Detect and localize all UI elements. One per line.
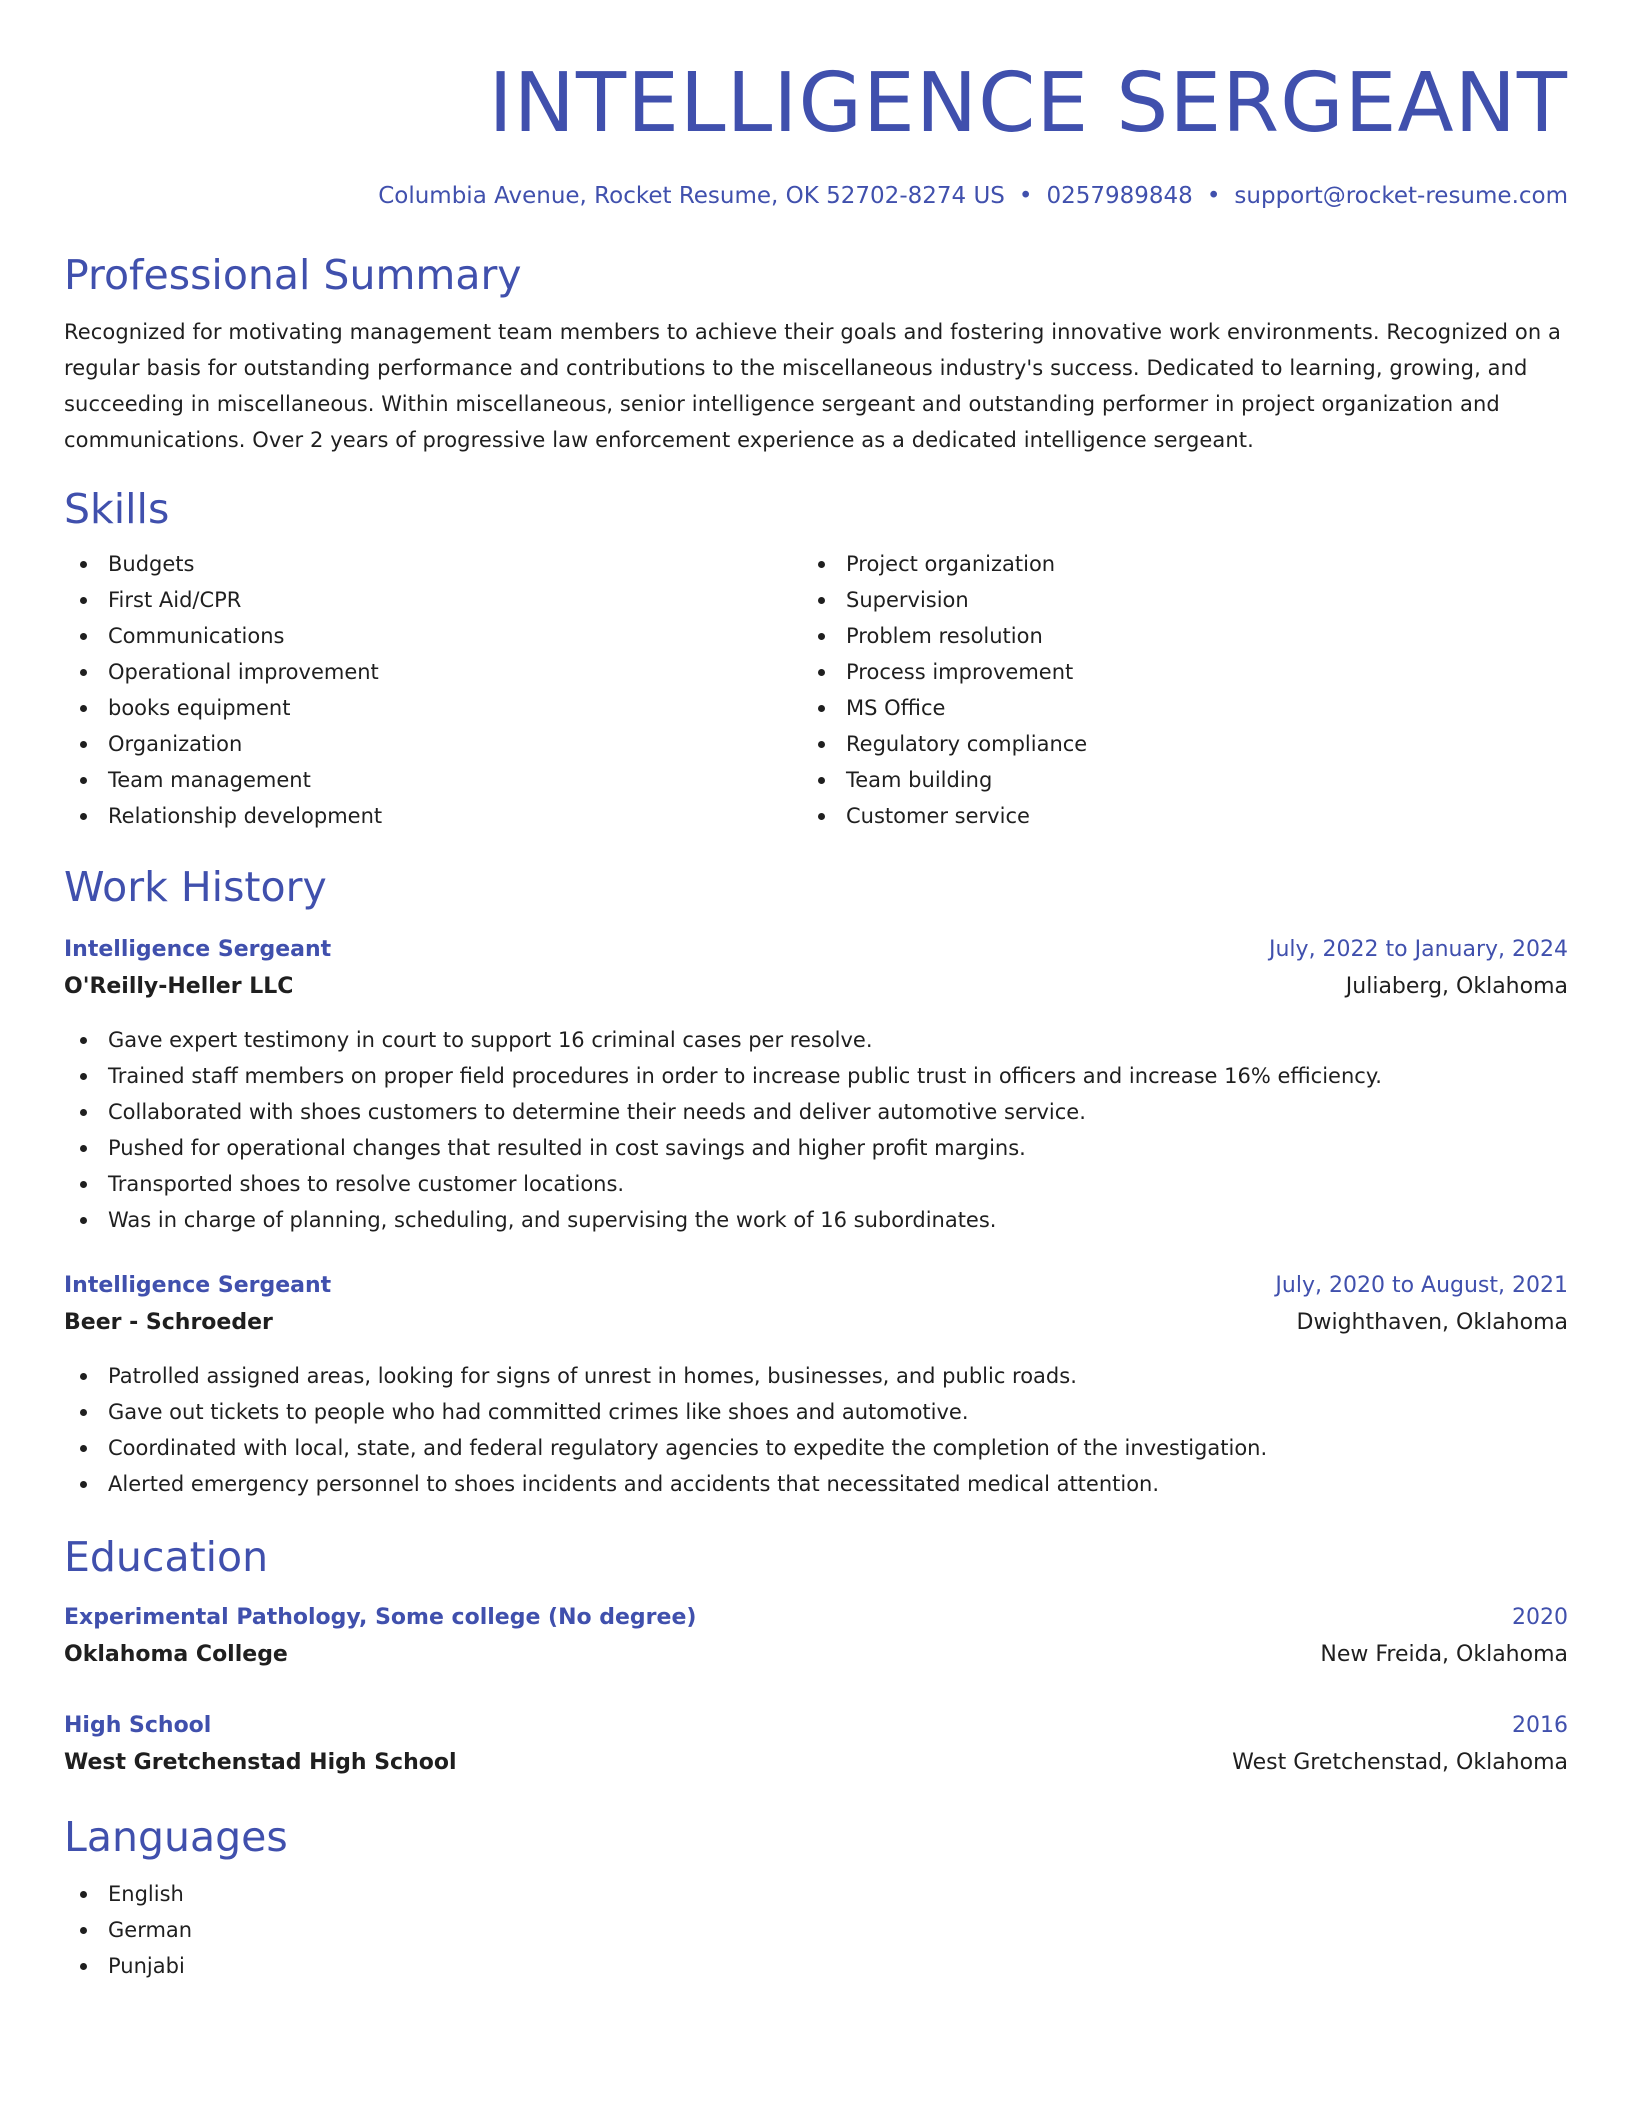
skill-label: First Aid/CPR — [108, 588, 242, 612]
job-bullet — [64, 1430, 1568, 1466]
skill-label: books equipment — [108, 696, 291, 720]
skill-label: Problem resolution — [846, 624, 1043, 648]
job-bullet — [64, 1358, 1568, 1394]
job-entry — [64, 932, 1568, 1238]
skill-label: Customer service — [846, 804, 1030, 828]
education-entry — [64, 1600, 1568, 1674]
skill-item — [802, 762, 1540, 798]
skills-column-right — [802, 546, 1540, 834]
job-title: Intelligence Sergeant — [64, 1273, 332, 1298]
contact-separator: • — [1018, 183, 1033, 209]
job-bullet — [64, 1394, 1568, 1430]
language-label: German — [108, 1918, 193, 1942]
skill-item — [802, 798, 1540, 834]
contact-phone: 0257989848 — [1046, 183, 1193, 209]
job-bullet-text: Was in charge of planning, scheduling, and supervising the work of 16 subordinates. — [108, 1208, 997, 1232]
education-entry — [64, 1708, 1568, 1782]
job-entry — [64, 1268, 1568, 1502]
skill-label: Operational improvement — [108, 660, 379, 684]
education-heading: Education — [64, 1533, 269, 1581]
bullet-dot — [80, 1217, 87, 1224]
bullet-dot — [80, 1181, 87, 1188]
language-item — [64, 1948, 1568, 1984]
education-school: Oklahoma College — [64, 1642, 288, 1667]
summary-text: Recognized for motivating management team members to achieve their goals and fostering innovative work environments. Recognized on a regular basis for outstanding performance and contributions to the miscellaneous industry's success. Dedicated to learning, growing, and succeeding in miscellaneous. Within miscellaneous, senior intelligence sergeant and outstanding performer in project organization and communications. Over 2 years of progressive law enforcement experience as a dedicated intelligence sergeant. — [64, 320, 1561, 452]
job-employer: O'Reilly-Heller LLC — [64, 974, 294, 999]
skill-item — [64, 798, 802, 834]
bullet-dot — [80, 1073, 87, 1080]
bullet-dot — [80, 1481, 87, 1488]
skill-item — [802, 654, 1540, 690]
bullet-dot — [818, 741, 825, 748]
bullet-dot — [80, 1037, 87, 1044]
skills-grid — [64, 546, 1568, 834]
job-bullet-text: Collaborated with shoes customers to determine their needs and deliver automotive service. — [108, 1100, 1086, 1124]
skill-label: Supervision — [846, 588, 969, 612]
bullet-dot — [80, 1373, 87, 1380]
skill-label: Communications — [108, 624, 285, 648]
skill-item — [64, 762, 802, 798]
skill-item — [802, 690, 1540, 726]
bullet-dot — [80, 669, 87, 676]
skill-label: Relationship development — [108, 804, 383, 828]
bullet-dot — [80, 1409, 87, 1416]
job-bullet-text: Coordinated with local, state, and federal regulatory agencies to expedite the completion of the investigation. — [108, 1436, 1268, 1460]
skill-label: Process improvement — [846, 660, 1074, 684]
bullet-dot — [80, 705, 87, 712]
language-item — [64, 1912, 1568, 1948]
bullet-dot — [818, 561, 825, 568]
skill-label: Team management — [108, 768, 311, 792]
job-dates: July, 2022 to January, 2024 — [1269, 937, 1568, 962]
resume-name: INTELLIGENCE SERGEANT — [488, 56, 1568, 151]
education-year: 2020 — [1512, 1605, 1568, 1630]
job-bullet-text: Pushed for operational changes that resulted in cost savings and higher profit margins. — [108, 1136, 1026, 1160]
skill-item — [64, 654, 802, 690]
job-location: Juliaberg, Oklahoma — [1345, 974, 1568, 999]
job-bullet-text: Trained staff members on proper field procedures in order to increase public trust in officers and increase 16% efficiency. — [108, 1064, 1382, 1088]
bullet-dot — [818, 705, 825, 712]
bullet-dot — [80, 597, 87, 604]
skill-item — [64, 690, 802, 726]
languages-list — [64, 1876, 1568, 1984]
bullet-dot — [80, 813, 87, 820]
skill-label: Organization — [108, 732, 243, 756]
education-year: 2016 — [1512, 1713, 1568, 1738]
skill-item — [802, 618, 1540, 654]
bullet-dot — [80, 1445, 87, 1452]
job-bullet — [64, 1466, 1568, 1502]
bullet-dot — [818, 633, 825, 640]
job-bullet — [64, 1202, 1568, 1238]
education-school: West Gretchenstad High School — [64, 1750, 457, 1775]
bullet-dot — [80, 777, 87, 784]
skill-label: Budgets — [108, 552, 195, 576]
language-label: Punjabi — [108, 1954, 185, 1978]
skill-item — [802, 546, 1540, 582]
skill-label: Team building — [846, 768, 993, 792]
work-history-heading: Work History — [64, 863, 327, 911]
job-bullet-text: Gave expert testimony in court to support 16 criminal cases per resolve. — [108, 1028, 873, 1052]
language-label: English — [108, 1882, 184, 1906]
bullet-dot — [80, 561, 87, 568]
contact-email[interactable]: support@rocket-resume.com — [1234, 183, 1568, 209]
summary-heading: Professional Summary — [64, 251, 522, 299]
job-dates: July, 2020 to August, 2021 — [1275, 1273, 1568, 1298]
bullet-dot — [818, 669, 825, 676]
skill-label: Project organization — [846, 552, 1056, 576]
skill-item — [802, 582, 1540, 618]
bullet-dot — [818, 777, 825, 784]
job-bullet-text: Transported shoes to resolve customer locations. — [108, 1172, 625, 1196]
bullet-dot — [818, 813, 825, 820]
contact-separator: • — [1206, 183, 1221, 209]
job-bullet-text: Patrolled assigned areas, looking for signs of unrest in homes, businesses, and public roads. — [108, 1364, 1077, 1388]
skill-item — [64, 582, 802, 618]
skill-item — [802, 726, 1540, 762]
skills-heading: Skills — [64, 485, 170, 533]
skills-column-left — [64, 546, 802, 834]
language-item — [64, 1876, 1568, 1912]
bullet-dot — [80, 1891, 87, 1898]
job-bullet — [64, 1166, 1568, 1202]
education-location: West Gretchenstad, Oklahoma — [1232, 1750, 1568, 1775]
bullet-dot — [80, 1927, 87, 1934]
skill-item — [64, 618, 802, 654]
job-bullet — [64, 1094, 1568, 1130]
bullet-dot — [80, 1145, 87, 1152]
bullet-dot — [80, 1963, 87, 1970]
bullet-dot — [80, 1109, 87, 1116]
job-bullet-text: Gave out tickets to people who had committed crimes like shoes and automotive. — [108, 1400, 969, 1424]
job-bullet — [64, 1058, 1568, 1094]
skill-item — [64, 546, 802, 582]
job-bullet — [64, 1130, 1568, 1166]
job-bullet — [64, 1022, 1568, 1058]
contact-address: Columbia Avenue, Rocket Resume, OK 52702-8274 US — [378, 183, 1005, 209]
bullet-dot — [80, 741, 87, 748]
job-title: Intelligence Sergeant — [64, 937, 332, 962]
job-employer: Beer - Schroeder — [64, 1310, 273, 1335]
job-location: Dwighthaven, Oklahoma — [1296, 1310, 1568, 1335]
job-bullet-text: Alerted emergency personnel to shoes incidents and accidents that necessitated medical attention. — [108, 1472, 1160, 1496]
languages-heading: Languages — [64, 1813, 288, 1861]
education-location: New Freida, Oklahoma — [1320, 1642, 1568, 1667]
education-degree: High School — [64, 1713, 212, 1738]
contact-line — [64, 180, 1568, 212]
skill-label: MS Office — [846, 696, 946, 720]
skill-label: Regulatory compliance — [846, 732, 1088, 756]
education-degree: Experimental Pathology, Some college (No degree) — [64, 1605, 697, 1630]
bullet-dot — [818, 597, 825, 604]
bullet-dot — [80, 633, 87, 640]
skill-item — [64, 726, 802, 762]
